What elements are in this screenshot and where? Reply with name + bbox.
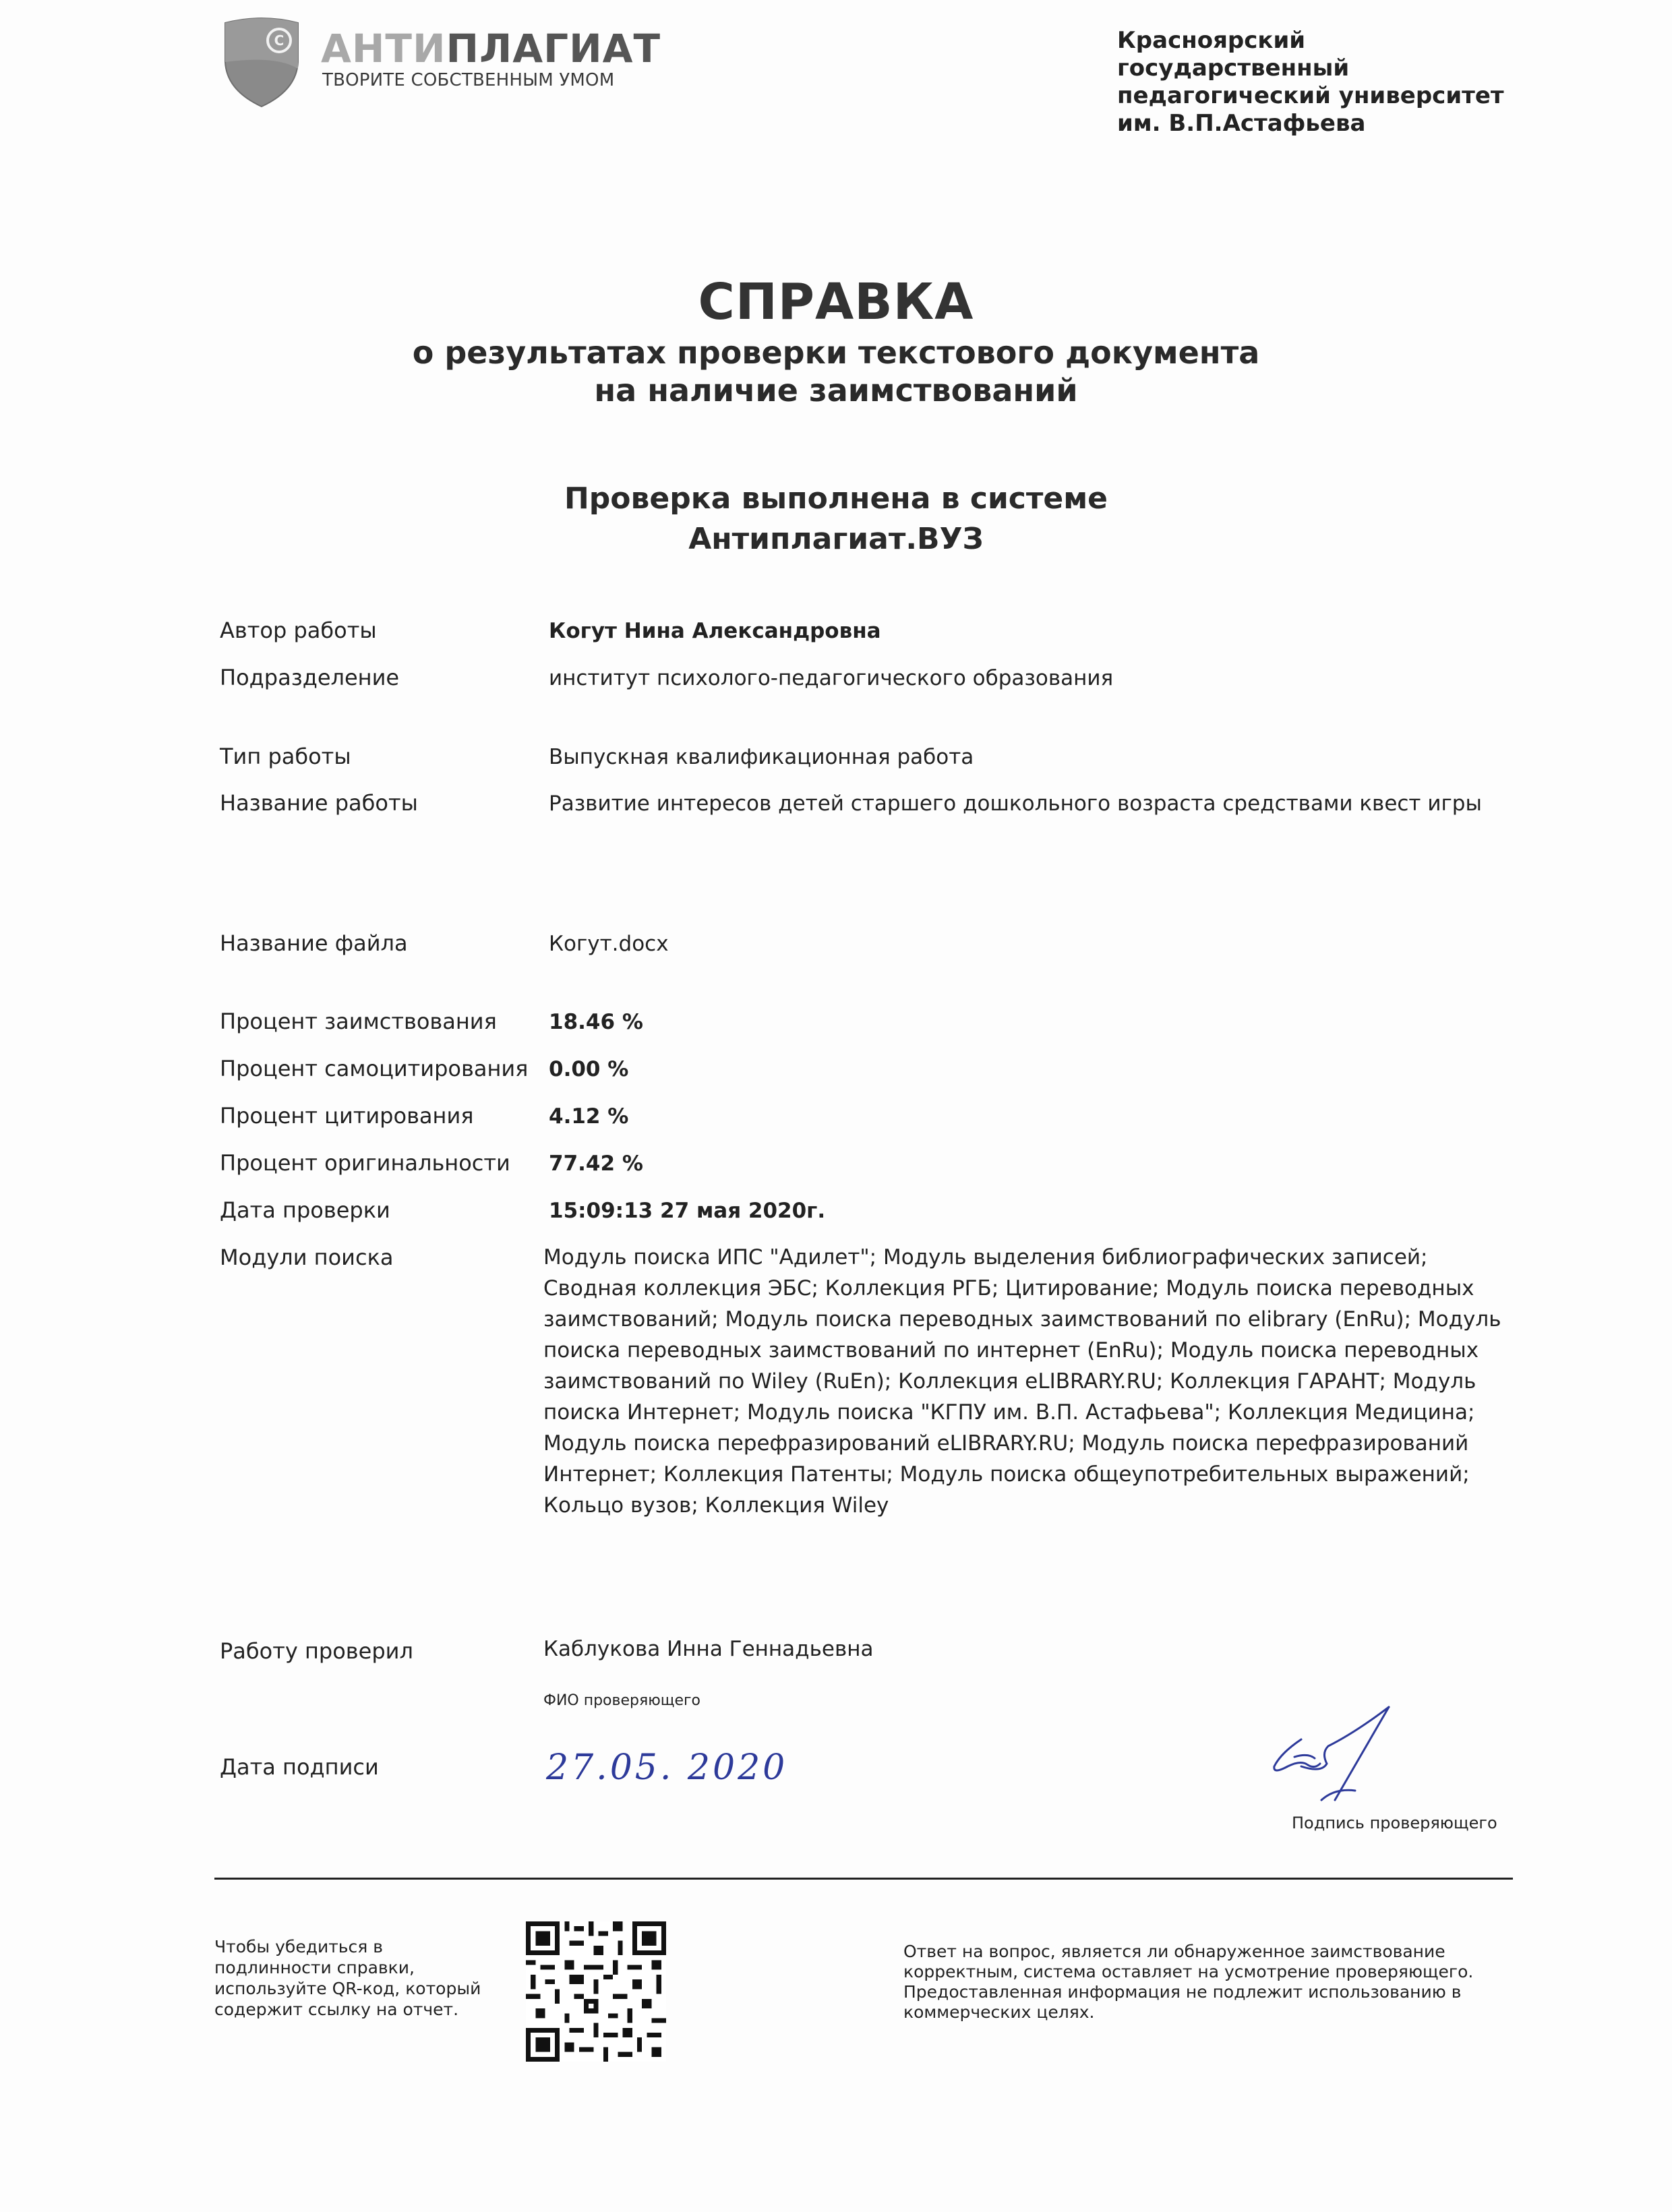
search-modules-label: Модули поиска: [220, 1245, 394, 1270]
subtitle-line: на наличие заимствований: [594, 372, 1078, 409]
check-date-label: Дата проверки: [220, 1197, 390, 1223]
qr-verification-note: Чтобы убедиться в подлинности справки, используйте QR-код, который содержит ссылку на отчет.: [214, 1937, 481, 2019]
self-citation-pct-value: 0.00 %: [549, 1057, 629, 1081]
university-name: [1117, 27, 1535, 138]
university-line: государственный: [1117, 55, 1350, 82]
work-title-label: Название работы: [220, 790, 418, 816]
svg-text:C: C: [274, 32, 285, 49]
qr-code-icon[interactable]: [526, 1921, 666, 2062]
borrowing-pct-label: Процент заимствования: [220, 1009, 497, 1034]
system-info: [0, 479, 1672, 560]
subtitle-line: о результатах проверки текстового документа: [412, 334, 1260, 371]
footer-divider: [214, 1878, 1513, 1880]
system-name: Антиплагиат.ВУЗ: [688, 522, 984, 556]
check-date-value: 15:09:13 27 мая 2020г.: [549, 1199, 826, 1223]
borrowing-pct-value: 18.46 %: [549, 1010, 643, 1034]
handwritten-sign-date: 27.05. 2020: [546, 1747, 788, 1788]
logo-wordmark-dark: ПЛАГИАТ: [446, 26, 661, 71]
checked-by-value: Каблукова Инна Геннадьевна: [543, 1637, 874, 1661]
author-label: Автор работы: [220, 618, 377, 643]
university-line: Красноярский: [1117, 27, 1306, 54]
sign-date-label: Дата подписи: [220, 1754, 379, 1780]
checked-by-label: Работу проверил: [220, 1638, 413, 1664]
checker-name-caption: ФИО проверяющего: [543, 1692, 701, 1709]
work-type-value: Выпускная квалификационная работа: [549, 745, 974, 769]
antiplagiat-shield-logo-icon: [222, 15, 301, 108]
signature-caption: Подпись проверяющего: [1292, 1814, 1497, 1832]
logo-wordmark: [321, 27, 661, 70]
self-citation-pct-label: Процент самоцитирования: [220, 1056, 529, 1081]
university-line: им. В.П.Астафьева: [1117, 110, 1366, 137]
originality-pct-value: 77.42 %: [549, 1152, 643, 1176]
originality-pct-label: Процент оригинальности: [220, 1150, 510, 1176]
system-line: Проверка выполнена в системе: [564, 481, 1108, 516]
file-name-value: Когут.docx: [549, 932, 669, 956]
logo-wordmark-light: АНТИ: [321, 26, 446, 71]
citation-pct-label: Процент цитирования: [220, 1103, 474, 1129]
department-label: Подразделение: [220, 665, 400, 690]
work-title-value: Развитие интересов детей старшего дошкольного возраста средствами квест игры: [549, 791, 1482, 816]
document-title: СПРАВКА: [698, 273, 974, 331]
university-line: педагогический университет: [1117, 82, 1504, 109]
logo-tagline: ТВОРИТЕ СОБСТВЕННЫМ УМОМ: [322, 70, 615, 90]
usage-disclaimer: Ответ на вопрос, является ли обнаруженное заимствование корректным, система оставляет на усмотрение проверяющего. Предоставленная информация не подлежит использованию в коммерческих целях.: [903, 1942, 1474, 2022]
document-subtitle: [0, 334, 1672, 409]
file-name-label: Название файла: [220, 930, 408, 956]
work-type-label: Тип работы: [220, 744, 351, 769]
department-value: институт психолого-педагогического образования: [549, 666, 1114, 690]
handwritten-signature-icon: [1254, 1699, 1429, 1814]
search-modules-value: Модуль поиска ИПС "Адилет"; Модуль выделения библиографических записей; Сводная коллекция ЭБС; Коллекция РГБ; Цитирование; Модуль поиска переводных заимствований; Модуль поиска переводных заимствований по elibrary (EnRu); Модуль поиска переводных заимствований по интернет (EnRu); Модуль поиска переводных заимствований по Wiley (RuEn); Коллекция eLIBRARY.RU; Коллекция ГАРАНТ; Модуль поиска Интернет; Модуль поиска "КГПУ им. В.П. Астафьева"; Коллекция Медицина; Модуль поиска перефразирований eLIBRARY.RU; Модуль поиска перефразирований Интернет; Коллекция Патенты; Модуль поиска общеупотребительных выражений; Кольцо вузов; Коллекция Wiley: [543, 1245, 1501, 1518]
author-value: Когут Нина Александровна: [549, 619, 881, 643]
citation-pct-value: 4.12 %: [549, 1104, 629, 1129]
